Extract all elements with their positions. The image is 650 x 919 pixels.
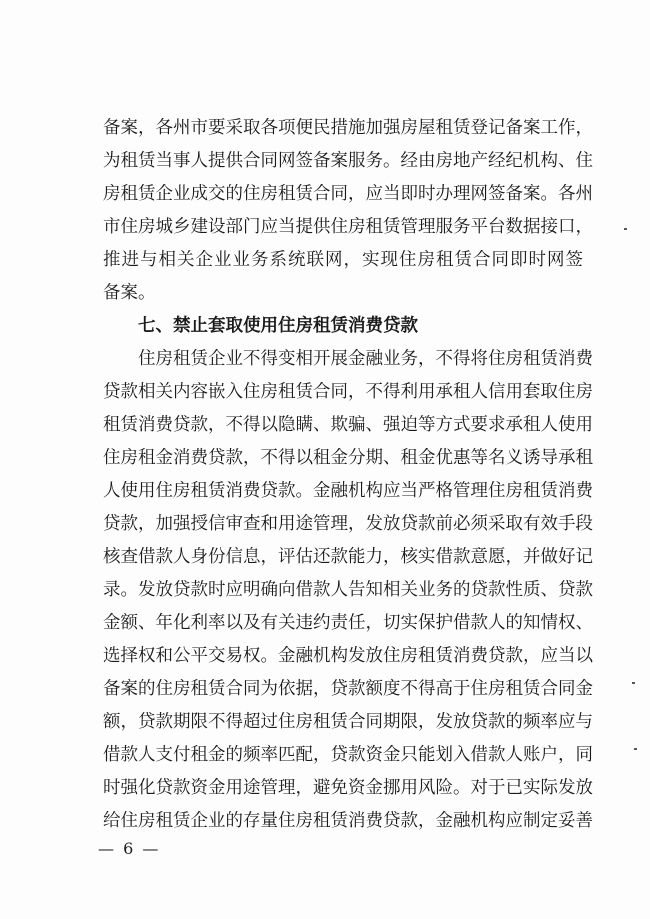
section-line: 录。发放贷款时应明确向借款人告知相关业务的贷款性质、贷款: [103, 580, 593, 600]
scan-mark: [624, 228, 627, 230]
section-line: 时强化贷款资金用途管理，避免资金挪用风险。对于已实际发放: [103, 778, 593, 798]
paragraph-line: 备案。: [103, 283, 156, 303]
paragraph-line: 市住房城乡建设部门应当提供住房租赁管理服务平台数据接口，: [103, 217, 593, 237]
section-line: 选择权和公平交易权。金融机构发放住房租赁消费贷款，应当以: [103, 646, 593, 666]
section-line: 借款人支付租金的频率匹配，贷款资金只能划入借款人账户，同: [103, 745, 593, 765]
section-line: 备案的住房租赁合同为依据，贷款额度不得高于住房租赁合同金: [103, 679, 593, 699]
section-line: 租赁消费贷款，不得以隐瞒、欺骗、强迫等方式要求承租人使用: [103, 415, 593, 435]
scan-mark: [632, 682, 635, 684]
section-line: 住房租金消费贷款，不得以租金分期、租金优惠等名义诱导承租: [103, 448, 593, 468]
page-number: — 6 —: [98, 839, 161, 858]
scan-mark: [634, 748, 637, 750]
section-line: 贷款相关内容嵌入住房租赁合同，不得利用承租人信用套取住房: [103, 382, 593, 402]
section-line: 额，贷款期限不得超过住房租赁合同期限，发放贷款的频率应与: [103, 712, 593, 732]
section-line: 给住房租赁企业的存量住房租赁消费贷款，金融机构应制定妥善: [103, 811, 593, 831]
paragraph-line: 推进与相关企业业务系统联网，实现住房租赁合同即时网签: [103, 250, 583, 270]
paragraph-line: 为租赁当事人提供合同网签备案服务。经由房地产经纪机构、住: [103, 151, 593, 171]
section-line: 贷款，加强授信审查和用途管理，发放贷款前必须采取有效手段: [103, 514, 593, 534]
section-heading: 七、禁止套取使用住房租赁消费贷款: [138, 316, 418, 336]
section-line: 核查借款人身份信息，评估还款能力，核实借款意愿，并做好记: [103, 547, 593, 567]
section-line: 人使用住房租赁消费贷款。金融机构应当严格管理住房租赁消费: [103, 481, 593, 501]
paragraph-line: 房租赁企业成交的住房租赁合同，应当即时办理网签备案。各州: [103, 184, 593, 204]
section-line: 住房租赁企业不得变相开展金融业务，不得将住房租赁消费: [138, 349, 593, 369]
paragraph-line: 备案，各州市要采取各项便民措施加强房屋租赁登记备案工作，: [103, 118, 593, 138]
section-line: 金额、年化利率以及有关违约责任，切实保护借款人的知情权、: [103, 613, 593, 633]
